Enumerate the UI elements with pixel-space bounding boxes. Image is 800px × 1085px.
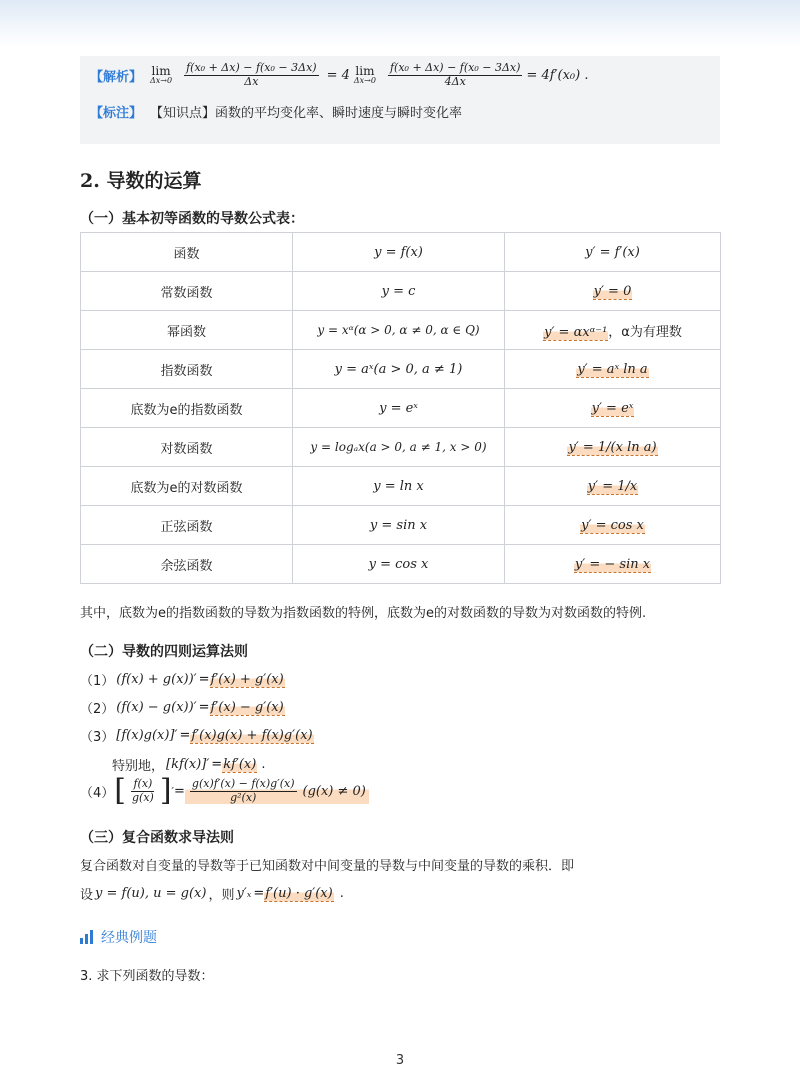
table-header-row <box>81 233 721 272</box>
function-name: 余弦函数 <box>81 545 293 584</box>
derivative-table <box>80 232 721 584</box>
table-row <box>81 389 721 428</box>
derivative-cell <box>505 545 721 584</box>
subheading-1: （一）基本初等函数的导数公式表： <box>80 211 304 227</box>
table-note: 其中，底数为e的指数函数的导数为指数函数的特例，底数为e的对数函数的导数为对数函数的特例. <box>80 606 647 621</box>
composite-result: f′(u) · g′(x) <box>265 885 333 901</box>
function-formula: y = sin x <box>293 506 505 545</box>
derivative-formula: y′ = eˣ <box>591 400 634 416</box>
derivative-cell <box>505 350 721 389</box>
rule-2: （2） (f(x) − g(x))′ = f′(x) − g′(x) <box>80 699 284 717</box>
question-3: 3. 求下列函数的导数： <box>80 969 214 984</box>
analysis-tag: 【解析】 <box>90 69 143 85</box>
rule-1-result: f′(x) + g′(x) <box>210 671 284 687</box>
function-formula: y = ln x <box>293 467 505 506</box>
fraction-1: $\frac{\text{f(x₀ + Δx) − f(x₀ − 3Δx)}}{\Delta x}$ <box>186 61 317 88</box>
analysis-row <box>90 62 588 88</box>
derivative-cell <box>505 389 721 428</box>
fraction-2: $\frac{\text{f(x₀ + Δx) − f(x₀ − 3Δx)}}{4\Delta x}$ <box>389 61 521 88</box>
rule-4-result: $\frac{g(x)f'(x) - f(x)g'(x)}{\text{g²(x)}}$ (g(x) ≠ 0) <box>185 778 369 804</box>
special-result: kf′(x) <box>223 756 257 772</box>
derivative-formula: y′ = cos x <box>581 517 644 533</box>
limit-2: lim Δx→0 <box>353 63 376 86</box>
classic-examples-heading <box>80 927 157 947</box>
function-name: 正弦函数 <box>81 506 293 545</box>
table-header-cell: 函数 <box>81 233 293 272</box>
note-text: 【知识点】函数的平均变化率、瞬时速度与瞬时变化率 <box>150 106 463 121</box>
rule-4: （4） [ $\frac{f(x)}{g(x)}$ ] ′ = $\frac{g(x)f'(x) - f(x)g'(x)}{\text{g²(x)}}$ (g(x) ≠ 0) <box>80 776 369 806</box>
rule-2-result: f′(x) − g′(x) <box>210 699 284 715</box>
composite-text: 复合函数对自变量的导数等于已知函数对中间变量的导数与中间变量的导数的乘积．即 <box>80 859 575 874</box>
analysis-box <box>80 56 720 144</box>
derivative-formula: y′ = 0 <box>593 283 632 299</box>
rule-3: （3） [f(x)g(x)]′ = f′(x)g(x) + f(x)g′(x) <box>80 727 313 745</box>
function-formula: y = eˣ <box>293 389 505 428</box>
function-formula: y = cos x <box>293 545 505 584</box>
derivative-cell: y′ = αxᵅ⁻¹，α为有理数 <box>505 311 721 350</box>
section-title: 2. 导数的运算 <box>80 170 202 192</box>
table-row <box>81 272 721 311</box>
function-formula: y = logₐx(a > 0, a ≠ 1, x > 0) <box>293 428 505 467</box>
function-name: 底数为e的对数函数 <box>81 467 293 506</box>
function-name: 底数为e的指数函数 <box>81 389 293 428</box>
top-band <box>0 0 800 48</box>
derivative-cell <box>505 467 721 506</box>
page-number: 3 <box>395 1053 405 1068</box>
derivative-cell <box>505 506 721 545</box>
limit-1: lim Δx→0 <box>150 63 173 86</box>
subheading-2: （二）导数的四则运算法则 <box>80 644 248 660</box>
table-header-cell: y′ = f′(x) <box>505 233 721 272</box>
note-row <box>90 102 462 121</box>
table-row <box>81 467 721 506</box>
function-name: 指数函数 <box>81 350 293 389</box>
composite-formula: 设 y = f(u), u = g(x) ，则 y′ₓ = f′(u) · g′(x) . <box>80 885 344 903</box>
table-row <box>81 350 721 389</box>
table-row <box>81 428 721 467</box>
derivative-formula: y′ = 1/(x ln a) <box>568 439 657 455</box>
rule-1: （1） (f(x) + g(x))′ = f′(x) + g′(x) <box>80 671 284 689</box>
analysis-mid: = 4 <box>326 67 350 83</box>
rule-special: 特别地， [kf(x)]′ = kf′(x) . <box>112 756 266 774</box>
table-row <box>81 311 721 350</box>
derivative-cell <box>505 428 721 467</box>
derivative-cell <box>505 272 721 311</box>
subheading-3: （三）复合函数求导法则 <box>80 830 234 846</box>
table-header-cell: y = f(x) <box>293 233 505 272</box>
classic-title: 经典例题 <box>101 930 157 946</box>
bar-chart-icon <box>80 930 93 944</box>
function-formula: y = aˣ(a > 0, a ≠ 1) <box>293 350 505 389</box>
function-formula: y = c <box>293 272 505 311</box>
derivative-formula: y′ = − sin x <box>574 556 651 572</box>
derivative-formula: y′ = 1/x <box>587 478 638 494</box>
function-name: 对数函数 <box>81 428 293 467</box>
note-tag: 【标注】 <box>90 106 143 121</box>
function-name: 幂函数 <box>81 311 293 350</box>
analysis-tail: = 4f′(x₀) . <box>526 67 589 83</box>
rule-3-result: f′(x)g(x) + f(x)g′(x) <box>191 727 313 743</box>
table-row <box>81 506 721 545</box>
function-formula: y = xᵅ(α > 0, α ≠ 0, α ∈ Q) <box>293 311 505 350</box>
table-row <box>81 545 721 584</box>
derivative-formula: y′ = aˣ ln a <box>577 361 648 377</box>
derivative-formula: y′ = αxᵅ⁻¹ <box>544 324 608 340</box>
function-name: 常数函数 <box>81 272 293 311</box>
